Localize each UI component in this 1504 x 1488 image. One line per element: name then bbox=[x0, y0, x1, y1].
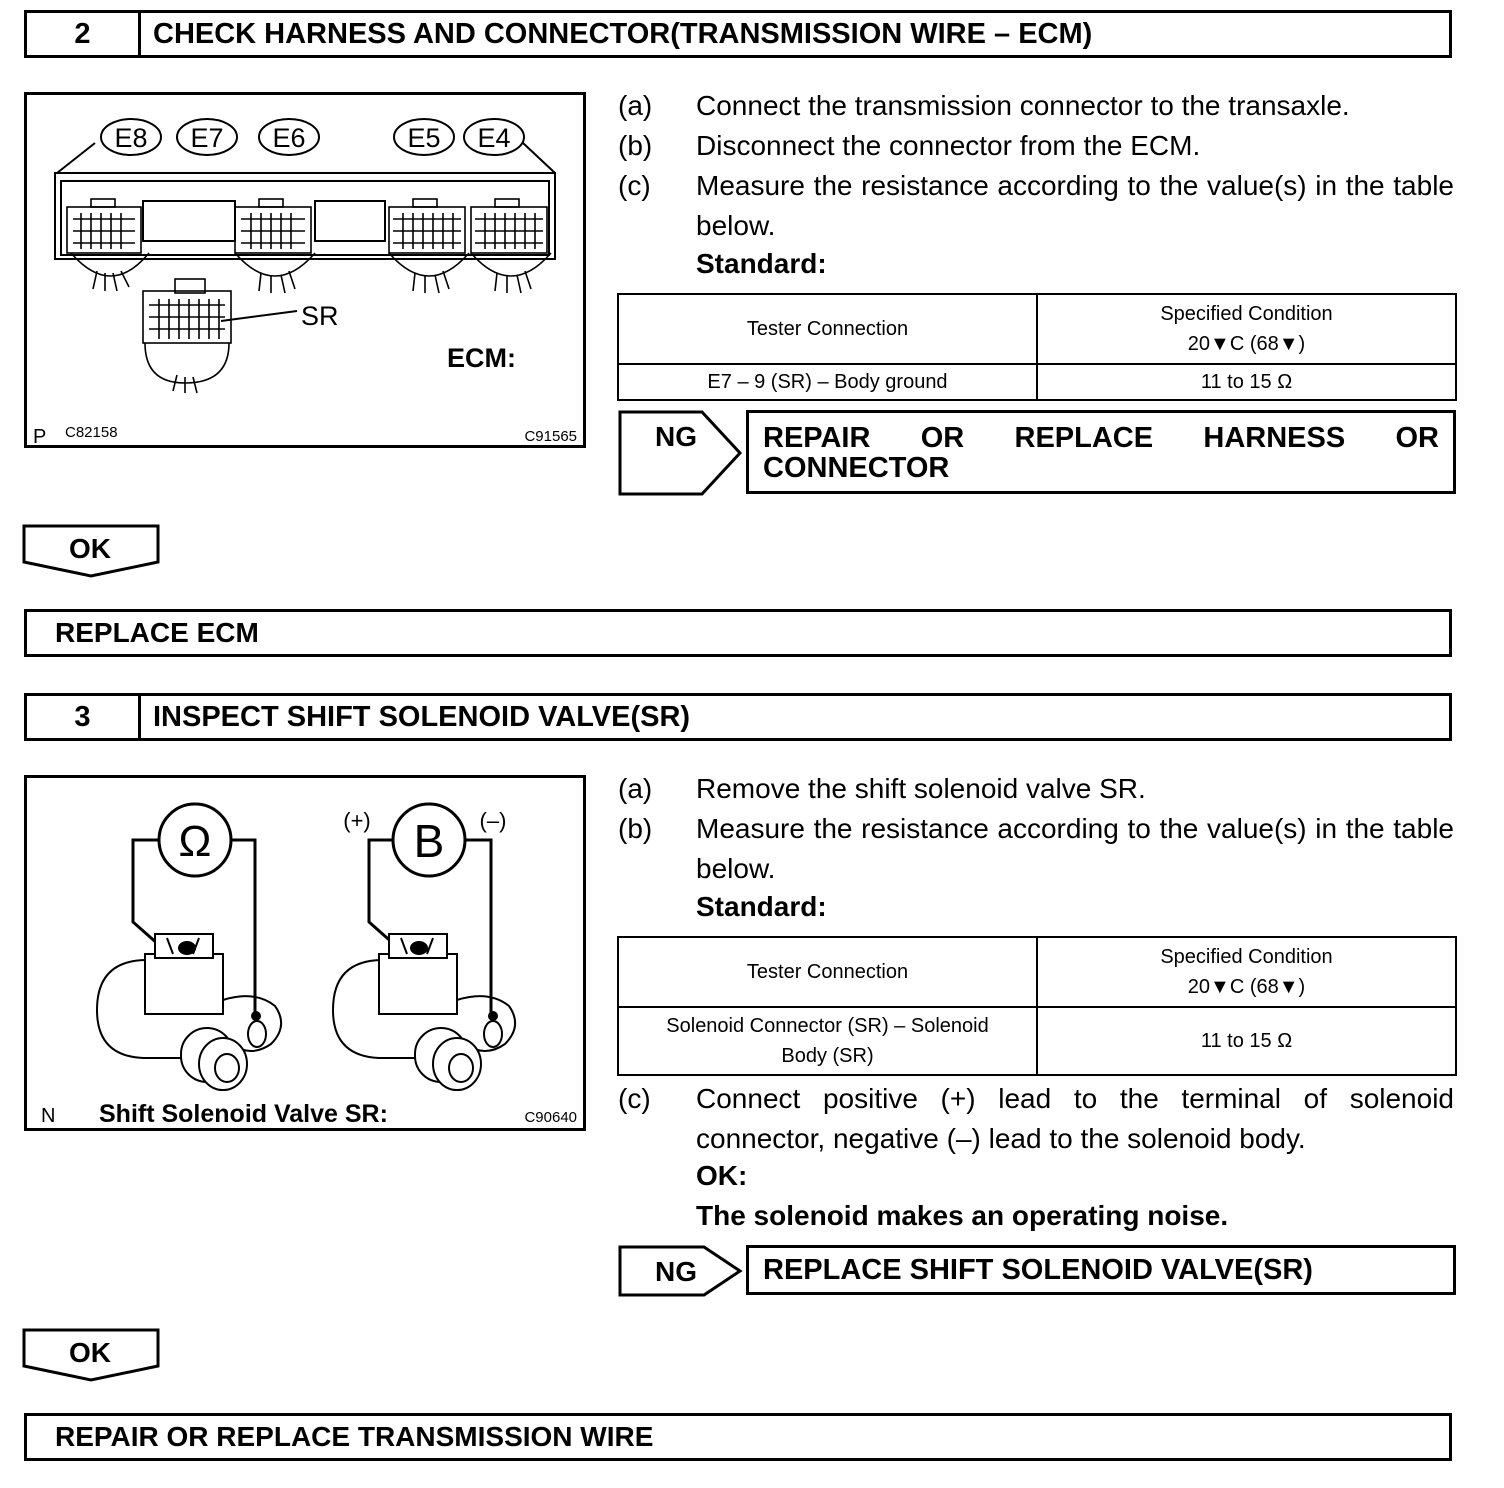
step-text: Disconnect the connector from the ECM. bbox=[696, 130, 1201, 161]
section-2-header bbox=[24, 10, 1452, 58]
ng-label: NG bbox=[655, 421, 697, 452]
section-3-title: INSPECT SHIFT SOLENOID VALVE(SR) bbox=[153, 700, 691, 733]
plus-label: (+) bbox=[343, 808, 371, 833]
step-text: Remove the shift solenoid valve SR. bbox=[696, 773, 1146, 804]
solenoid-right bbox=[333, 934, 515, 1090]
label-e8: E8 bbox=[114, 123, 148, 153]
figure-code-right: C90640 bbox=[524, 1109, 577, 1126]
label-e4: E4 bbox=[477, 123, 511, 153]
standard-label: Standard: bbox=[696, 891, 827, 922]
section-3-header bbox=[24, 693, 1452, 741]
label-e7: E7 bbox=[190, 123, 224, 153]
step-text: Measure the resistance according to the value(s) in the table below. bbox=[696, 170, 1454, 241]
ecm-connector-e4 bbox=[471, 199, 551, 293]
minus-label: (–) bbox=[479, 808, 507, 833]
step-label: (b) bbox=[618, 130, 653, 161]
result-box-2: REPLACE ECM bbox=[24, 609, 1452, 657]
section-2-title: CHECK HARNESS AND CONNECTOR(TRANSMISSION WIRE – ECM) bbox=[153, 17, 1093, 50]
result-box-3: REPAIR OR REPLACE TRANSMISSION WIRE bbox=[24, 1413, 1452, 1461]
ecm-connector-e8 bbox=[67, 199, 149, 291]
ecm-connector-figure bbox=[24, 92, 586, 448]
figure-corner-letter: N bbox=[41, 1105, 56, 1127]
table-cell: E7 – 9 (SR) – Body ground bbox=[618, 364, 1037, 400]
spec-table-3 bbox=[617, 936, 1457, 1076]
table-header-spec-title: Specified Condition bbox=[1160, 303, 1333, 325]
battery-symbol-icon: B bbox=[413, 815, 445, 867]
table-header-spec bbox=[1037, 937, 1456, 1007]
step-text: Connect positive (+) lead to the terminal of solenoid connector, negative (–) lead to the solenoid body. bbox=[696, 1083, 1454, 1154]
section-3-number: 3 bbox=[27, 696, 141, 738]
table-header-spec-title: Specified Condition bbox=[1160, 946, 1333, 968]
figure-code-left: C82158 bbox=[65, 424, 118, 441]
sr-label: SR bbox=[301, 301, 339, 331]
ok-arrow-3 bbox=[22, 1328, 162, 1384]
step-label: (a) bbox=[618, 773, 653, 804]
ok-arrow-2 bbox=[22, 524, 162, 580]
step-label: (c) bbox=[618, 1083, 651, 1114]
ecm-label: ECM: bbox=[447, 343, 516, 373]
table-cell: 11 to 15 Ω bbox=[1037, 1007, 1456, 1075]
solenoid-caption: Shift Solenoid Valve SR: bbox=[99, 1100, 388, 1128]
solenoid-figure bbox=[24, 775, 586, 1131]
harness-connector-sr bbox=[143, 279, 297, 393]
table-header-tester: Tester Connection bbox=[618, 294, 1037, 364]
step-text: Measure the resistance according to the value(s) in the table below. bbox=[696, 813, 1454, 884]
standard-label: Standard: bbox=[696, 248, 827, 279]
table-cell: Solenoid Connector (SR) – Solenoid Body (SR) bbox=[618, 1007, 1037, 1075]
table-header-tester: Tester Connection bbox=[618, 937, 1037, 1007]
table-cell: 11 to 15 Ω bbox=[1037, 364, 1456, 400]
section-2-number: 2 bbox=[27, 13, 141, 55]
ecm-connector-e6 bbox=[235, 199, 315, 293]
step-text: Connect the transmission connector to the transaxle. bbox=[696, 90, 1350, 121]
figure-corner-letter: P bbox=[33, 426, 47, 445]
ok-heading: OK: bbox=[696, 1160, 748, 1191]
spec-table-2 bbox=[617, 293, 1457, 401]
label-e6: E6 bbox=[272, 123, 306, 153]
step-label: (b) bbox=[618, 813, 653, 844]
table-header-spec-temp: 20▼C (68▼) bbox=[1187, 976, 1306, 998]
table-header-spec bbox=[1037, 294, 1456, 364]
figure-code-right: C91565 bbox=[524, 428, 577, 445]
ng-action-3: REPLACE SHIFT SOLENOID VALVE(SR) bbox=[746, 1245, 1456, 1295]
solenoid-diagram bbox=[27, 778, 583, 1128]
ohm-symbol-icon: Ω bbox=[178, 817, 212, 866]
ok-label: OK bbox=[69, 533, 111, 564]
ok-label: OK bbox=[69, 1337, 111, 1368]
ng-label: NG bbox=[655, 1256, 697, 1287]
step-label: (c) bbox=[618, 170, 651, 201]
ng-arrow-3 bbox=[618, 1245, 744, 1297]
label-e5: E5 bbox=[407, 123, 441, 153]
ng-arrow-2 bbox=[618, 410, 744, 496]
table-header-spec-temp: 20▼C (68▼) bbox=[1187, 333, 1306, 355]
ecm-connector-e5 bbox=[389, 199, 469, 293]
ng-action-2: REPAIR OR REPLACE HARNESS OR CONNECTOR bbox=[746, 410, 1456, 494]
ecm-body bbox=[55, 173, 555, 259]
ecm-diagram bbox=[27, 95, 583, 445]
step-label: (a) bbox=[618, 90, 653, 121]
ok-criteria: The solenoid makes an operating noise. bbox=[696, 1200, 1229, 1231]
